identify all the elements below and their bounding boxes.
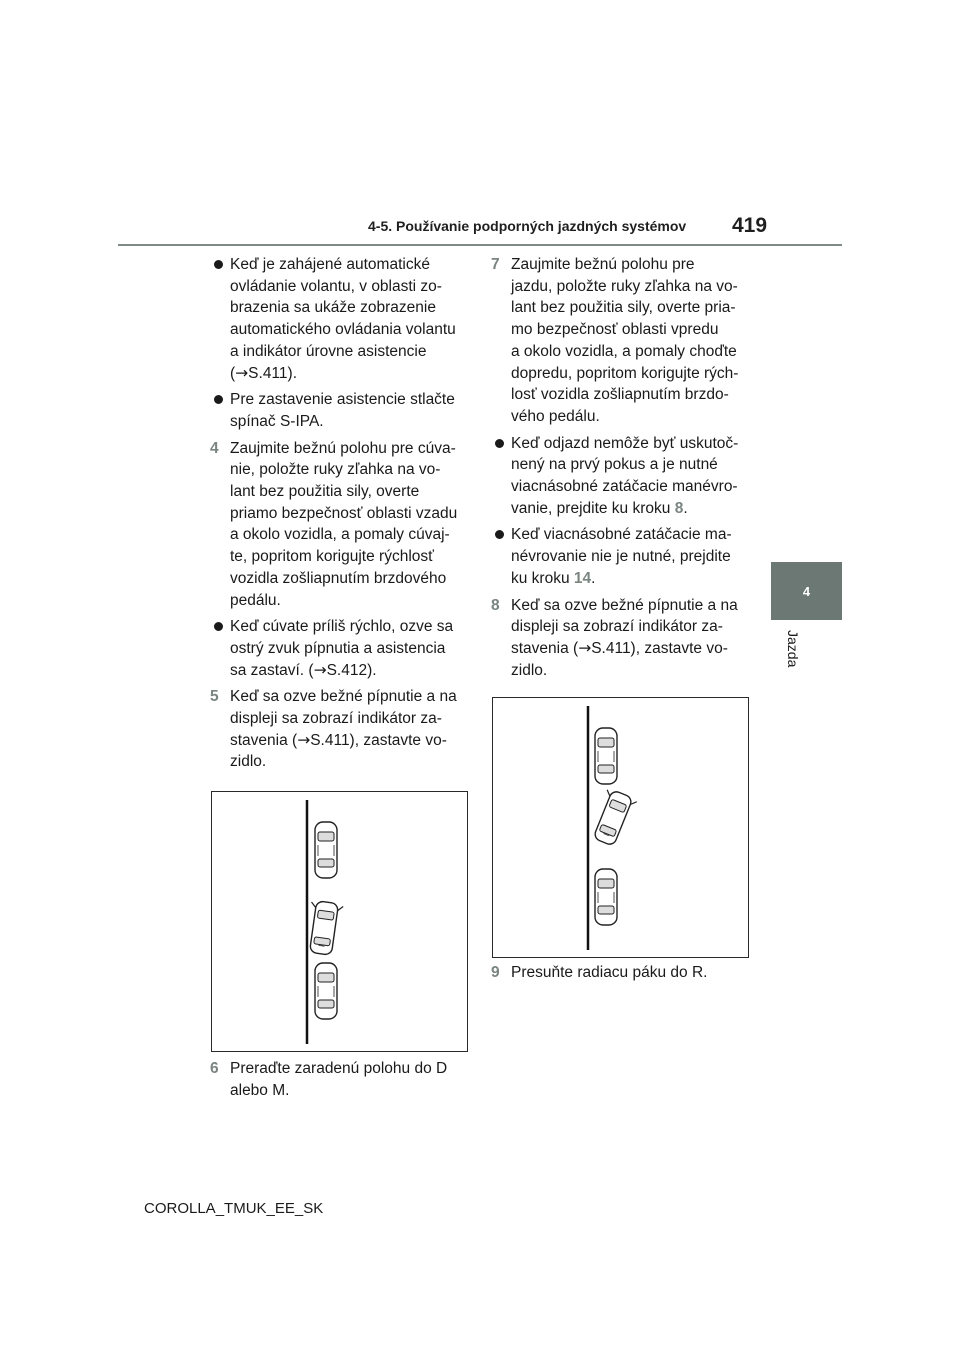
text-line: displeji sa zobrazí indikátor za- <box>511 618 723 636</box>
text-line: alebo M. <box>230 1081 290 1099</box>
text-span: stavenia ( <box>230 731 298 749</box>
step-number: 9 <box>491 964 500 981</box>
text-line: pedálu. <box>230 591 281 609</box>
text-line: Pre zastavenie asistencie stlačte <box>230 391 455 409</box>
parking-illustration <box>493 698 748 957</box>
text-line: Keď cúvate príliš rýchlo, ozve sa <box>230 618 454 636</box>
parked-car-rear-icon <box>315 963 337 1019</box>
arrow-right-icon: → <box>578 638 592 657</box>
text-span: . <box>683 499 688 517</box>
chapter-number: 4 <box>802 583 811 599</box>
bullet-reverse-fast <box>210 616 478 681</box>
step-9 <box>491 962 759 984</box>
chapter-label: Jazda <box>785 630 801 668</box>
parking-diagram-reversed <box>211 791 468 1052</box>
step-reference: 8 <box>674 499 684 517</box>
text-line: lant bez použitia sily, overte <box>230 483 420 501</box>
parked-car-rear-icon <box>595 869 617 925</box>
own-car-icon <box>588 788 637 848</box>
text-line <box>230 730 478 752</box>
text-span: stavenia ( <box>511 639 579 657</box>
bullet-stop-assist <box>210 389 478 432</box>
document-code: COROLLA_TMUK_EE_SK <box>144 1200 324 1217</box>
bullet-multiple-maneuver <box>491 433 759 520</box>
parked-car-front-icon <box>315 822 337 878</box>
text-line: vozidla zošliapnutím brzdového <box>230 569 447 587</box>
arrow-right-icon: → <box>297 730 311 749</box>
bullet-no-maneuver <box>491 524 759 589</box>
text-line: viacnásobné zatáčacie manévro- <box>511 478 738 496</box>
text-line: spínač S-IPA. <box>230 412 324 430</box>
parking-diagram-forward <box>492 697 749 958</box>
text-line: ostrý zvuk pípnutia a asistencia <box>230 639 446 657</box>
text-line: Zaujmite bežnú polohu pre <box>511 256 695 273</box>
text-line: Preraďte zaradenú polohu do D <box>230 1060 448 1077</box>
step-7 <box>491 254 759 428</box>
text-line: dopredu, popritom korigujte rých- <box>511 364 739 382</box>
step-number: 4 <box>210 439 219 457</box>
parking-illustration <box>212 792 467 1051</box>
bullet-dot <box>214 622 223 631</box>
bullet-dot <box>214 395 223 404</box>
step-5 <box>210 686 478 773</box>
text-line: priamo bezpečnosť oblasti vzadu <box>230 504 458 522</box>
text-line: a okolo vozidla, a pomaly cúvaj- <box>230 526 450 544</box>
step-4 <box>210 438 478 612</box>
step-number: 7 <box>491 256 500 273</box>
section-title: 4-5. Používanie podporných jazdných systémov <box>368 218 687 234</box>
text-line: névrovanie nie je nutné, prejdite <box>511 548 731 566</box>
step-6 <box>210 1058 478 1101</box>
page-reference: S.411), zastavte vo- <box>591 639 728 657</box>
text-line: a indikátor úrovne asistencie <box>230 342 427 360</box>
text-line: mo bezpečnosť oblasti vpredu <box>511 321 719 339</box>
arrow-right-icon: → <box>235 363 249 382</box>
text-line: ovládanie volantu, v oblasti zo- <box>230 277 442 295</box>
arrow-right-icon: → <box>313 660 327 679</box>
step-reference: 14 <box>573 569 592 587</box>
left-column <box>210 254 478 778</box>
text-line: Keď je zahájené automatické <box>230 256 430 273</box>
text-line: zidlo. <box>230 753 267 771</box>
text-line: Keď sa ozve bežné pípnutie a na <box>230 688 457 706</box>
text-line <box>511 638 759 660</box>
page-reference: S.411). <box>248 364 297 382</box>
text-line: losť vozidla zošliapnutím brzdo- <box>511 386 729 404</box>
right-column <box>491 254 759 686</box>
text-line: displeji sa zobrazí indikátor za- <box>230 710 442 728</box>
text-line: zidlo. <box>511 661 548 679</box>
parked-car-front-icon <box>595 728 617 784</box>
text-line: vého pedálu. <box>511 407 600 425</box>
chapter-tab <box>771 562 842 620</box>
left-column-bottom <box>210 1058 478 1106</box>
text-span: vanie, prejdite ku kroku <box>511 499 675 517</box>
page-reference: S.411), zastavte vo- <box>310 731 447 749</box>
step-8 <box>491 595 759 682</box>
step-number: 6 <box>210 1060 219 1077</box>
right-column-bottom <box>491 962 759 989</box>
text-span: sa zastaví. ( <box>230 661 314 679</box>
text-line: a okolo vozidla, a pomaly choďte <box>511 342 737 360</box>
text-line: automatického ovládania volantu <box>230 321 456 339</box>
text-line: lant bez použitia sily, overte pria- <box>511 299 736 317</box>
text-line <box>511 568 759 590</box>
text-line: te, popritom korigujte rýchlosť <box>230 548 434 566</box>
text-line: nený na prvý pokus a je nutné <box>511 456 718 474</box>
text-line <box>230 363 478 385</box>
text-line: brazenia sa ukáže zobrazenie <box>230 299 436 317</box>
ref-open: ( <box>230 364 236 382</box>
bullet-dot <box>495 439 504 448</box>
text-line: jazdu, položte ruky zľahka na vo- <box>511 277 738 295</box>
bullet-steering-display <box>210 254 478 384</box>
step-number: 8 <box>491 596 500 614</box>
text-line <box>230 660 478 682</box>
text-line: Keď sa ozve bežné pípnutie a na <box>511 596 738 614</box>
text-line: Keď odjazd nemôže byť uskutoč- <box>511 434 739 452</box>
header-divider <box>118 244 842 246</box>
step-number: 5 <box>210 688 219 706</box>
text-span: ku kroku <box>511 569 574 587</box>
text-line: Presuňte radiacu páku do R. <box>511 964 708 981</box>
bullet-dot <box>495 530 504 539</box>
page-number: 419 <box>732 214 768 237</box>
text-line: nie, položte ruky zľahka na vo- <box>230 461 441 479</box>
page-reference: S.412). <box>326 661 377 679</box>
own-car-icon <box>305 900 344 956</box>
text-line <box>511 498 759 520</box>
text-line: Zaujmite bežnú polohu pre cúva- <box>230 439 456 457</box>
bullet-dot <box>214 260 223 269</box>
text-line: Keď viacnásobné zatáčacie ma- <box>511 526 732 544</box>
text-span: . <box>591 569 596 587</box>
